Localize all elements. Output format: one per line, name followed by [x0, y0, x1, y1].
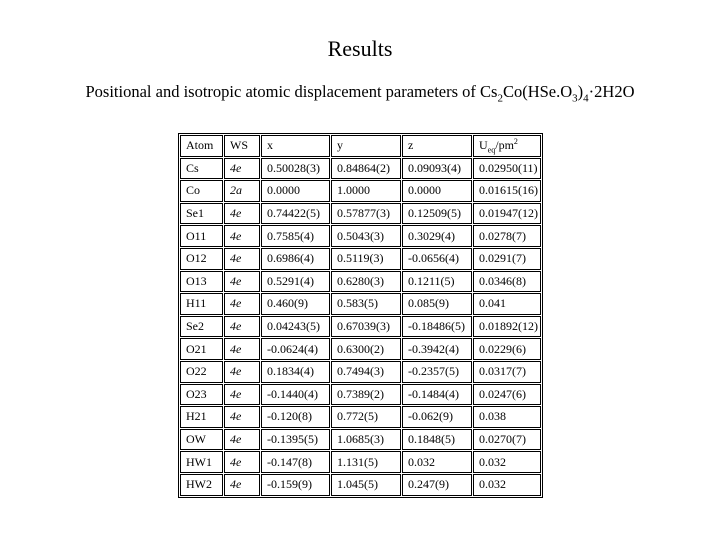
table-row [180, 474, 541, 496]
cell-x: -0.147(8) [261, 451, 330, 473]
header-y: y [331, 135, 401, 157]
cell-atom: O21 [180, 338, 223, 360]
cell-z: 0.09093(4) [402, 158, 472, 180]
cell-ueq: 0.0247(6) [473, 384, 541, 406]
cell-ws: 4e [224, 293, 260, 315]
cell-atom: O22 [180, 361, 223, 383]
page-title: Results [327, 36, 393, 61]
header-ueq-unit: /pm [495, 138, 514, 153]
cell-z: -0.0656(4) [402, 248, 472, 270]
cell-atom: Co [180, 180, 223, 202]
header-row [180, 135, 541, 157]
cell-atom: Se2 [180, 316, 223, 338]
table-caption [0, 82, 720, 104]
caption-sub-4: 4 [583, 92, 589, 105]
cell-z: 0.12509(5) [402, 203, 472, 225]
table-row [180, 429, 541, 451]
table-row [180, 316, 541, 338]
table-row [180, 384, 541, 406]
cell-x: -0.1395(5) [261, 429, 330, 451]
header-ueq-sup: 2 [513, 137, 518, 147]
caption-close: ) [577, 82, 584, 101]
table-row [180, 158, 541, 180]
cell-ueq: 0.032 [473, 474, 541, 496]
table-body [180, 158, 541, 496]
cell-y: 0.84864(2) [331, 158, 401, 180]
cell-ws: 4e [224, 474, 260, 496]
cell-x: 0.74422(5) [261, 203, 330, 225]
cell-ws: 4e [224, 451, 260, 473]
cell-x: -0.159(9) [261, 474, 330, 496]
table-row [180, 338, 541, 360]
cell-ws: 4e [224, 248, 260, 270]
cell-ws: 4e [224, 384, 260, 406]
cell-x: 0.50028(3) [261, 158, 330, 180]
cell-ws: 4e [224, 271, 260, 293]
caption-prefix: Positional and isotropic atomic displacement parameters of Cs [85, 82, 498, 101]
cell-y: 1.0685(3) [331, 429, 401, 451]
cell-ueq: 0.02950(11) [473, 158, 541, 180]
header-x: x [261, 135, 330, 157]
cell-ws: 4e [224, 406, 260, 428]
cell-atom: H21 [180, 406, 223, 428]
cell-y: 0.67039(3) [331, 316, 401, 338]
cell-y: 0.7494(3) [331, 361, 401, 383]
cell-x: 0.5291(4) [261, 271, 330, 293]
header-ueq-sub: eq [487, 145, 496, 155]
table-row [180, 271, 541, 293]
header-z: z [402, 135, 472, 157]
cell-z: -0.2357(5) [402, 361, 472, 383]
cell-ueq: 0.0278(7) [473, 225, 541, 247]
cell-z: 0.247(9) [402, 474, 472, 496]
cell-y: 0.57877(3) [331, 203, 401, 225]
cell-ueq: 0.01615(16) [473, 180, 541, 202]
cell-z: -0.3942(4) [402, 338, 472, 360]
cell-ws: 4e [224, 158, 260, 180]
cell-z: 0.1848(5) [402, 429, 472, 451]
cell-atom: OW [180, 429, 223, 451]
caption-suffix: ·2H2O [588, 82, 635, 101]
cell-y: 0.772(5) [331, 406, 401, 428]
table-row [180, 203, 541, 225]
cell-y: 0.5119(3) [331, 248, 401, 270]
cell-ws: 4e [224, 338, 260, 360]
cell-z: -0.062(9) [402, 406, 472, 428]
table-row [180, 180, 541, 202]
table-row [180, 248, 541, 270]
cell-y: 0.7389(2) [331, 384, 401, 406]
header-ueq-main: U [479, 138, 488, 153]
cell-z: 0.3029(4) [402, 225, 472, 247]
table-row [180, 406, 541, 428]
cell-y: 0.6280(3) [331, 271, 401, 293]
cell-z: 0.1211(5) [402, 271, 472, 293]
table-row [180, 225, 541, 247]
table-row [180, 361, 541, 383]
caption-mid: Co(HSe.O [502, 82, 573, 101]
cell-x: -0.0624(4) [261, 338, 330, 360]
cell-atom: H11 [180, 293, 223, 315]
cell-z: -0.18486(5) [402, 316, 472, 338]
cell-x: 0.6986(4) [261, 248, 330, 270]
cell-z: 0.085(9) [402, 293, 472, 315]
cell-ws: 4e [224, 361, 260, 383]
cell-ueq: 0.0229(6) [473, 338, 541, 360]
cell-atom: O23 [180, 384, 223, 406]
cell-y: 1.045(5) [331, 474, 401, 496]
cell-z: -0.1484(4) [402, 384, 472, 406]
cell-y: 0.5043(3) [331, 225, 401, 247]
cell-ueq: 0.0270(7) [473, 429, 541, 451]
cell-atom: HW1 [180, 451, 223, 473]
cell-z: 0.032 [402, 451, 472, 473]
header-atom: Atom [180, 135, 223, 157]
cell-ueq: 0.032 [473, 451, 541, 473]
cell-ueq: 0.01947(12) [473, 203, 541, 225]
cell-x: 0.04243(5) [261, 316, 330, 338]
cell-y: 1.131(5) [331, 451, 401, 473]
cell-x: -0.120(8) [261, 406, 330, 428]
cell-x: 0.1834(4) [261, 361, 330, 383]
caption-sub-cs: 2 [497, 92, 503, 105]
cell-x: 0.0000 [261, 180, 330, 202]
cell-ws: 4e [224, 429, 260, 451]
cell-atom: Se1 [180, 203, 223, 225]
header-ueq [473, 135, 541, 157]
cell-atom: Cs [180, 158, 223, 180]
table-row [180, 451, 541, 473]
cell-y: 0.583(5) [331, 293, 401, 315]
cell-ueq: 0.0291(7) [473, 248, 541, 270]
cell-ueq: 0.01892(12) [473, 316, 541, 338]
cell-atom: HW2 [180, 474, 223, 496]
cell-atom: O11 [180, 225, 223, 247]
cell-ueq: 0.041 [473, 293, 541, 315]
cell-z: 0.0000 [402, 180, 472, 202]
cell-ueq: 0.0317(7) [473, 361, 541, 383]
cell-ueq: 0.038 [473, 406, 541, 428]
cell-x: 0.460(9) [261, 293, 330, 315]
cell-atom: O13 [180, 271, 223, 293]
cell-ws: 4e [224, 316, 260, 338]
cell-x: 0.7585(4) [261, 225, 330, 247]
cell-ws: 2a [224, 180, 260, 202]
cell-atom: O12 [180, 248, 223, 270]
cell-x: -0.1440(4) [261, 384, 330, 406]
cell-ueq: 0.0346(8) [473, 271, 541, 293]
table-row [180, 293, 541, 315]
cell-ws: 4e [224, 203, 260, 225]
results-table [178, 133, 543, 498]
cell-ws: 4e [224, 225, 260, 247]
header-ws: WS [224, 135, 260, 157]
caption-sub-o: 3 [572, 92, 578, 105]
cell-y: 0.6300(2) [331, 338, 401, 360]
cell-y: 1.0000 [331, 180, 401, 202]
